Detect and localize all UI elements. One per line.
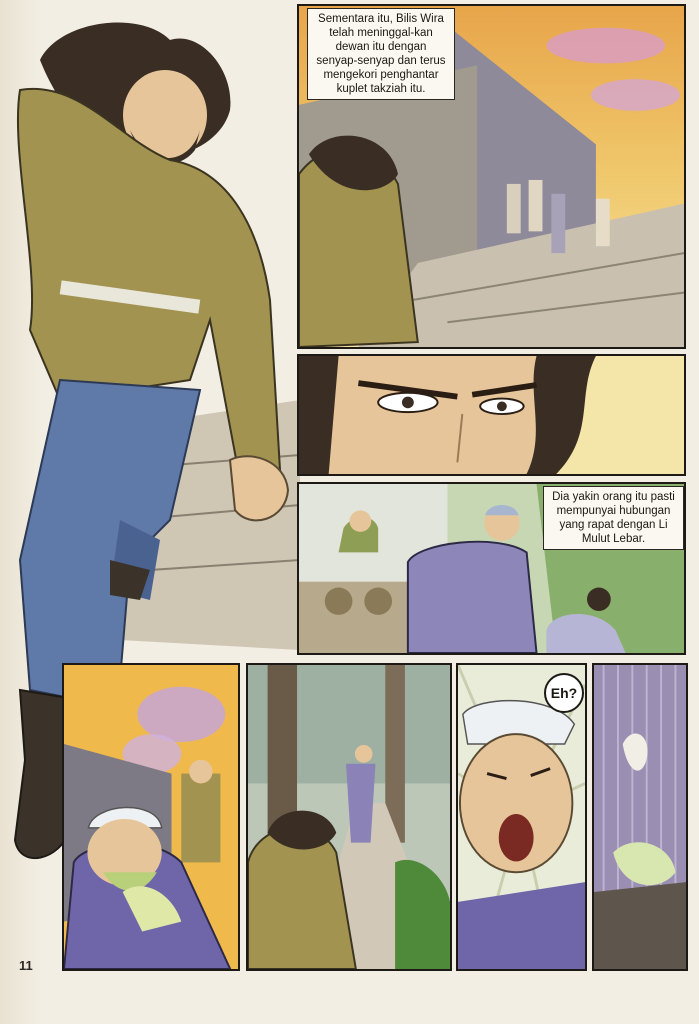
panel-falling-scroll xyxy=(592,663,688,971)
narration-caption-top: Sementara itu, Bilis Wira telah meninggal-kan dewan itu dengan senyap-senyap dan terus mengekori penghantar kuplet takziah itu. xyxy=(307,8,455,100)
panel-old-man-eating xyxy=(62,663,240,971)
speech-balloon-eh: Eh? xyxy=(544,673,584,713)
panel-street-scene xyxy=(297,4,686,349)
page-number: 11 xyxy=(19,958,33,973)
panel-surprised-man xyxy=(456,663,587,971)
panel-eyes-closeup xyxy=(297,354,686,476)
narration-caption-middle: Dia yakin orang itu pasti mempunyai hubungan yang rapat dengan Li Mulut Lebar. xyxy=(543,486,684,550)
panel-following-scene xyxy=(297,482,686,655)
panel-forest-path xyxy=(246,663,452,971)
